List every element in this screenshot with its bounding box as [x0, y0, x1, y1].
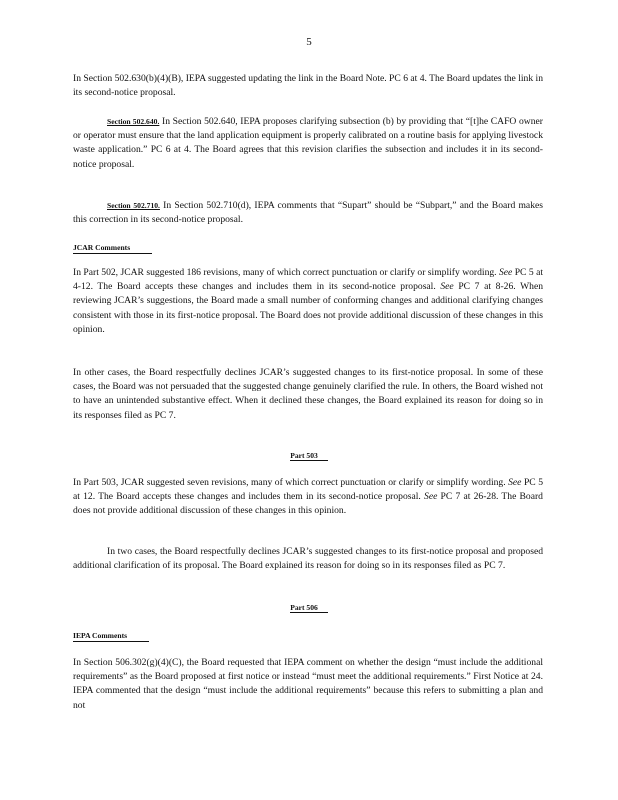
part-502-text-c: PC 7 at 8-26. When reviewing JCAR’s suggestions, the Board made a small number of conforming changes and additional clarifying changes consistent with those in its first-notice proposal. The Board does not provide additional discussion of these changes in this opinion. — [73, 281, 543, 335]
paragraph-section-502-710 — [73, 199, 543, 227]
paragraph-section-502-640 — [73, 115, 543, 172]
see-signal: See — [424, 491, 438, 503]
paragraph-part-503-jcar — [73, 476, 543, 519]
paragraph-section-506-302: In Section 506.302(g)(4)(C), the Board requested that IEPA comment on whether the design “must include the additional requirements” as the Board proposed at first notice or instead “must meet the additional requirements.” First Notice at 24. IEPA commented that the design “must include the additional requirements” because this refers to submitting a plan and not — [73, 657, 543, 711]
part-503-text-b: PC 5 at 12. The Board accepts these changes and includes them in its second-notice proposal. — [73, 477, 543, 503]
paragraph-part-502-jcar — [73, 266, 543, 337]
see-signal: See — [498, 267, 513, 278]
see-signal: See — [508, 477, 522, 488]
page-number: 5 — [306, 36, 312, 48]
section-502-710-heading: Section 502.710. — [107, 201, 160, 210]
section-502-640-text: In Section 502.640, IEPA proposes clarifying subsection (b) by providing that “[t]he CAFO owner or operator must ensure that the land application equipment is properly calibrated on a routine basis for applying livestock waste application.” PC 6 at 4. The Board agrees that this revision clarifies the subsection and includes it in its second-notice proposal. — [73, 116, 543, 170]
part-503-text-c: PC 7 at 26-28. The Board does not provide additional discussion of these changes in this opinion. — [73, 491, 543, 517]
part-506-heading — [0, 602, 618, 613]
see-signal: See — [440, 281, 454, 293]
paragraph-two-cases: In two cases, the Board respectfully declines JCAR’s suggested changes to its first-notice proposal and proposed additional clarification of its proposal. The Board explained its reason for doing so in its responses filed as PC 7. — [73, 546, 543, 572]
part-506-heading-text: Part 506 — [290, 603, 328, 613]
paragraph-section-502-630: In Section 502.630(b)(4)(B), IEPA suggested updating the link in the Board Note. PC 6 at 4. The Board updates the link in its second-notice proposal. — [73, 73, 543, 99]
jcar-comments-heading: JCAR Comments — [73, 242, 152, 254]
part-503-heading-text: Part 503 — [290, 451, 328, 461]
part-503-heading — [0, 450, 618, 461]
part-502-text-b: PC 5 at 4-12. The Board accepts these changes and includes them in its second-notice proposal. — [73, 267, 543, 293]
section-502-710-text: In Section 502.710(d), IEPA comments that “Supart” should be “Subpart,” and the Board makes this correction in its second-notice proposal. — [73, 200, 543, 226]
paragraph-jcar-declines: In other cases, the Board respectfully declines JCAR’s suggested changes to its first-notice proposal. In some of these cases, the Board was not persuaded that the suggested change genuinely clarified the rule. In others, the Board wished not to have an unintended substantive effect. When it declined these changes, the Board explained its reason for doing so in its responses filed as PC 7. — [73, 367, 543, 421]
part-502-text-a: In Part 502, JCAR suggested 186 revisions, many of which correct punctuation or clarify or simplify wording. — [73, 267, 499, 278]
section-502-640-heading: Section 502.640. — [107, 117, 160, 126]
iepa-comments-heading: IEPA Comments — [73, 630, 149, 642]
part-503-text-a: In Part 503, JCAR suggested seven revisions, many of which correct punctuation or clarify or simplify wording. — [73, 477, 509, 488]
